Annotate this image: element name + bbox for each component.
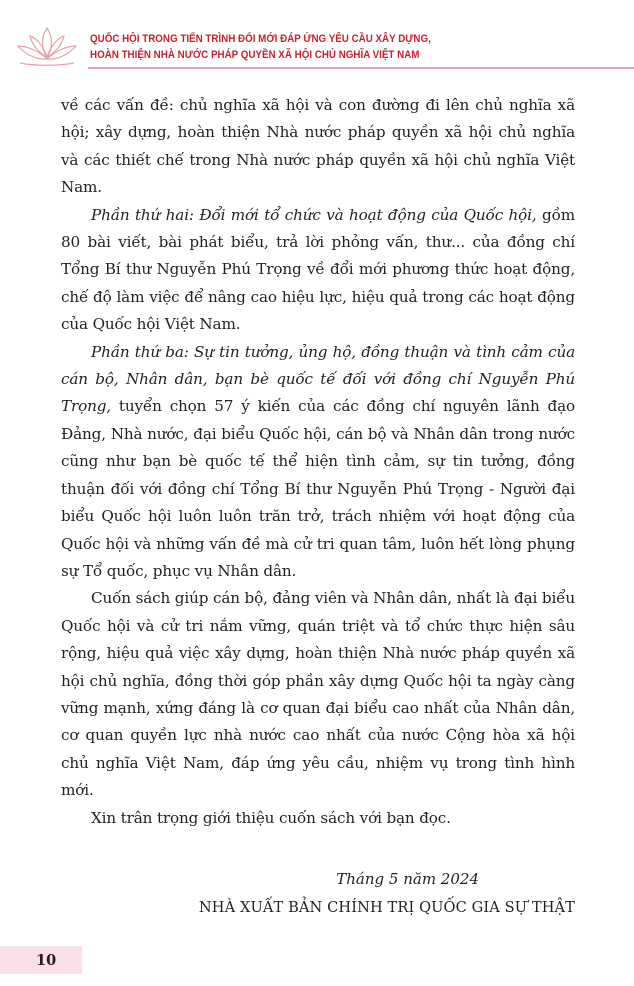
- running-title-line-1: QUỐC HỘI TRONG TIẾN TRÌNH ĐỔI MỚI ĐÁP ỨNG YÊU CẦU XÂY DỰNG,: [90, 33, 431, 45]
- page-number-box: [0, 946, 82, 974]
- page-number: 10: [36, 952, 57, 969]
- paragraph-3: [61, 339, 575, 586]
- paragraph-2-heading: Phần thứ hai: Đổi mới tổ chức và hoạt động của Quốc hội,: [91, 205, 537, 224]
- paragraph-2-text: gồm 80 bài viết, bài phát biểu, trả lời phỏng vấn, thư... của đồng chí Tổng Bí thư Nguyễn Phú Trọng về đổi mới phương thức hoạt động, chế độ làm việc để nâng cao hiệu lực, hiệu quả trong các hoạt động của Quốc hội Việt Nam.: [61, 205, 575, 334]
- paragraph-2: [61, 202, 575, 339]
- paragraph-3-heading: Phần thứ ba: Sự tin tưởng, ủng hộ, đồng thuận và tình cảm của cán bộ, Nhân dân, bạn bè quốc tế đối với đồng chí Nguyễn Phú Trọng,: [61, 342, 575, 416]
- header-divider: [88, 67, 634, 69]
- body-text: [61, 92, 575, 832]
- running-title-line-2: HOÀN THIỆN NHÀ NƯỚC PHÁP QUYỀN XÃ HỘI CHỦ NGHĨA VIỆT NAM: [90, 49, 420, 61]
- lotus-icon: [14, 24, 80, 70]
- running-title: [90, 31, 554, 63]
- paragraph-5: Xin trân trọng giới thiệu cuốn sách với bạn đọc.: [91, 808, 451, 827]
- paragraph-3-text: tuyển chọn 57 ý kiến của các đồng chí nguyên lãnh đạo Đảng, Nhà nước, đại biểu Quốc hội, cán bộ và Nhân dân trong nước cũng như bạn bè quốc tế thể hiện tình cảm, sự tin tưởng, đồng thuận đối với đồng chí Tổng Bí thư Nguyễn Phú Trọng - Người đại biểu Quốc hội luôn luôn trăn trở, trách nhiệm với hoạt động của Quốc hội và những vấn đề mà cử tri quan tâm, luôn hết lòng phụng sự Tổ quốc, phục vụ Nhân dân.: [61, 397, 575, 580]
- paragraph-1: về các vấn đề: chủ nghĩa xã hội và con đường đi lên chủ nghĩa xã hội; xây dựng, hoàn thiện Nhà nước pháp quyền xã hội chủ nghĩa và các thiết chế trong Nhà nước pháp quyền xã hội chủ nghĩa Việt Nam.: [61, 96, 575, 197]
- page-header: [0, 0, 634, 78]
- signature-date: Tháng 5 năm 2024: [336, 870, 479, 888]
- signature-publisher: NHÀ XUẤT BẢN CHÍNH TRỊ QUỐC GIA SỰ THẬT: [198, 899, 575, 916]
- paragraph-4: Cuốn sách giúp cán bộ, đảng viên và Nhân dân, nhất là đại biểu Quốc hội và cử tri nắm vững, quán triệt và tổ chức thực hiện sâu rộng, hiệu quả việc xây dựng, hoàn thiện Nhà nước pháp quyền xã hội chủ nghĩa, đồng thời góp phần xây dựng Quốc hội ta ngày càng vững mạnh, xứng đáng là cơ quan đại biểu cao nhất của Nhân dân, cơ quan quyền lực nhà nước cao nhất của nước Cộng hòa xã hội chủ nghĩa Việt Nam, đáp ứng yêu cầu, nhiệm vụ trong tình hình mới.: [61, 589, 575, 800]
